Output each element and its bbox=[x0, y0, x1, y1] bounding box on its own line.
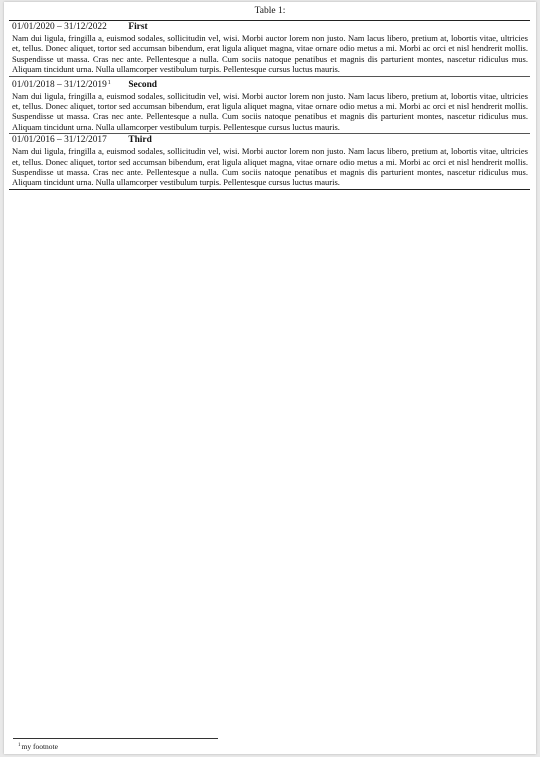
footnote-marker[interactable]: 1 bbox=[107, 79, 111, 86]
entry-header bbox=[12, 78, 529, 91]
footnote-rule bbox=[13, 738, 218, 739]
entry-title: Second bbox=[128, 79, 157, 90]
entry-header bbox=[12, 135, 529, 146]
entry-title: Third bbox=[128, 135, 152, 146]
footnote-number: 1 bbox=[18, 743, 21, 748]
footnote bbox=[18, 741, 58, 751]
table-row bbox=[9, 133, 530, 189]
entry-date: 01/01/2018 – 31/12/2019$^1$ bbox=[12, 79, 111, 90]
entry-text: Nam dui ligula, fringilla a, euismod sodales, sollicitudin vel, wisi. Morbi auctor lorem non justo. Nam lacus libero, pretium at, lobortis vitae, ultricies et, tellus. Donec aliquet, tortor sed accumsan bibendum, erat ligula aliquet magna, vitae ornare odio metus a mi. Morbi ac orci et nisl hendrerit mollis. Suspendisse ut massa. Cras nec ante. Pellentesque a nulla. Cum sociis natoque penatibus et magnis dis parturient montes, nascetur ridiculus mus. Aliquam tincidunt urna. Nulla ullamcorper vestibulum turpis. Pellentesque cursus luctus mauris. bbox=[12, 90, 528, 132]
table-row bbox=[9, 21, 530, 76]
document-page bbox=[4, 2, 536, 754]
entry-title: First bbox=[128, 22, 148, 32]
table-row bbox=[9, 76, 530, 134]
entry-text: Nam dui ligula, fringilla a, euismod sodales, sollicitudin vel, wisi. Morbi auctor lorem non justo. Nam lacus libero, pretium at, lobortis vitae, ultricies et, tellus. Donec aliquet, tortor sed accumsan bibendum, erat ligula aliquet magna, vitae ornare odio metus a mi. Morbi ac orci et nisl hendrerit mollis. Suspendisse ut massa. Cras nec ante. Pellentesque a nulla. Cum sociis natoque penatibus et magnis dis parturient montes, nascetur ridiculus mus. Aliquam tincidunt urna. Nulla ullamcorper vestibulum turpis. Pellentesque cursus luctus mauris. bbox=[12, 33, 528, 75]
table-caption: Table 1: bbox=[254, 6, 286, 16]
entries-table bbox=[9, 20, 530, 190]
entry-date: 01/01/2020 – 31/12/2022 bbox=[12, 22, 107, 32]
entry-date: 01/01/2016 – 31/12/2017 bbox=[12, 135, 107, 146]
entry-text: Nam dui ligula, fringilla a, euismod sodales, sollicitudin vel, wisi. Morbi auctor lorem non justo. Nam lacus libero, pretium at, lobortis vitae, ultricies et, tellus. Donec aliquet, tortor sed accumsan bibendum, erat ligula aliquet magna, vitae ornare odio metus a mi. Morbi ac orci et nisl hendrerit mollis. Suspendisse ut massa. Cras nec ante. Pellentesque a nulla. Cum sociis natoque penatibus et magnis dis parturient montes, nascetur ridiculus mus. Aliquam tincidunt urna. Nulla ullamcorper vestibulum turpis. Pellentesque cursus luctus mauris. bbox=[12, 146, 528, 188]
entry-header bbox=[12, 22, 529, 33]
footnote-text: my footnote bbox=[21, 742, 58, 751]
